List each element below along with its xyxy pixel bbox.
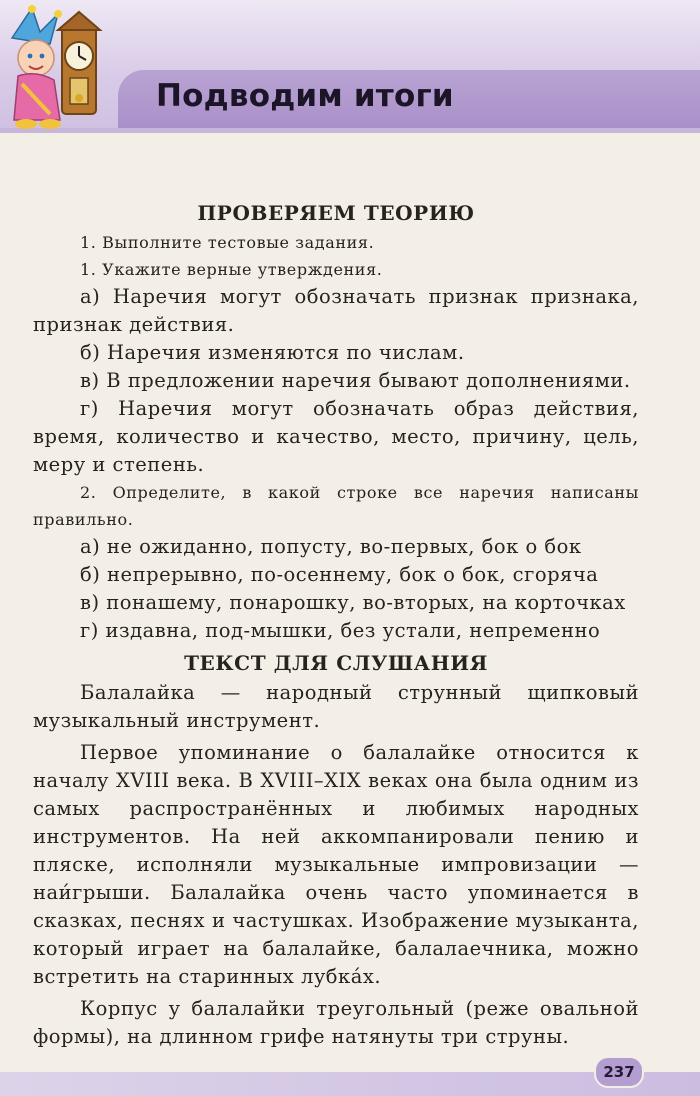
question-2: 2. Определите, в какой строке все наречия написаны правильно.	[33, 483, 639, 529]
task-intro: 1. Выполните тестовые задания.	[80, 233, 375, 252]
question-1-option-c: в) В предложении наречия бывают дополнениями.	[80, 369, 631, 392]
section-title-listening: ТЕКСТ ДЛЯ СЛУШАНИЯ	[184, 651, 488, 675]
question-1-option-d: г) Наречия могут обозначать образ действия, время, количество и качество, место, причину, цель, меру и степень.	[33, 397, 639, 476]
listening-paragraph-3: Корпус у балалайки треугольный (реже овальной формы), на длинном грифе натянуты три струны.	[33, 997, 639, 1048]
question-2-option-a: а) не ожиданно, попусту, во-первых, бок о бок	[80, 535, 582, 558]
question-1-option-b: б) Наречия изменяются по числам.	[80, 341, 465, 364]
question-1-option-a: а) Наречия могут обозначать признак признака, признак действия.	[33, 285, 639, 336]
question-2-option-c: в) понашему, понарошку, во-вторых, на корточках	[80, 591, 626, 614]
question-2-option-d: г) издавна, под-мышки, без устали, непременно	[80, 619, 601, 642]
question-2-option-b: б) непрерывно, по-осеннему, бок о бок, сгоряча	[80, 563, 599, 586]
page-content	[33, 197, 639, 1051]
listening-paragraph-1: Балалайка — народный струнный щипковый музыкальный инструмент.	[33, 681, 639, 732]
listening-paragraph-2: Первое упоминание о балалайке относится к началу XVIII века. В XVIII–XIX веках она была одним из самых распространённых и любимых народных инструментов. На ней аккомпанировали пению и пляске, исполняли музыкальные импровизации — наи́грыши. Балалайка очень часто упоминается в сказках, песнях и частушках. Изображение музыканта, который играет на балалайке, балалаечника, можно встретить на старинных лубка́х.	[33, 741, 639, 988]
section-title-theory: ПРОВЕРЯЕМ ТЕОРИЮ	[197, 201, 475, 225]
page-title: Подводим итоги	[156, 78, 454, 114]
question-1: 1. Укажите верные утверждения.	[80, 260, 383, 279]
page-number-badge: 237	[594, 1056, 644, 1088]
mascot-clock-illustration	[6, 4, 114, 132]
